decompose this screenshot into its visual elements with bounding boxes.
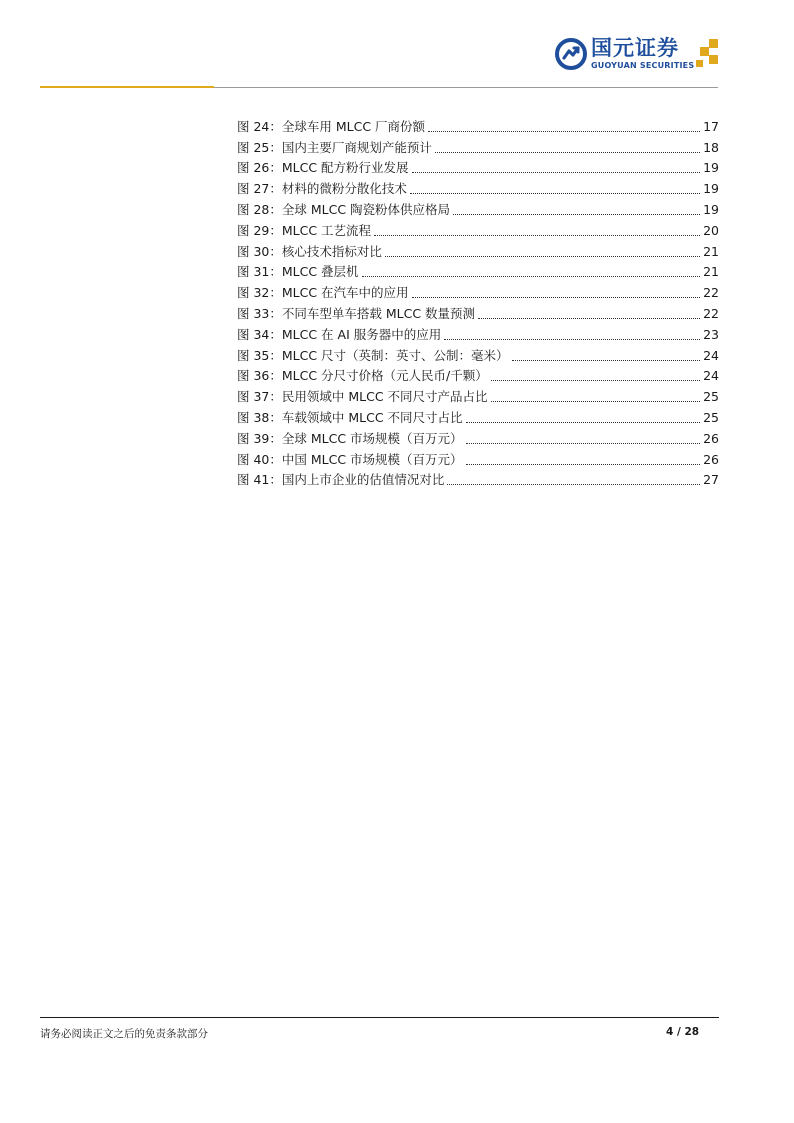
toc-leader-dots: [362, 275, 701, 277]
toc-entry[interactable]: [237, 197, 719, 218]
logo-chinese-name: 国元证券: [591, 36, 679, 60]
toc-entry-page: 21: [703, 243, 719, 259]
toc-entry[interactable]: [237, 343, 719, 364]
toc-entry-label: 图 41：国内上市企业的估值情况对比: [237, 472, 445, 488]
figure-list: [237, 114, 719, 488]
header-rule-accent: [40, 86, 214, 88]
toc-entry[interactable]: [237, 322, 719, 343]
toc-entry-page: 20: [703, 222, 719, 238]
toc-entry-label: 图 29：MLCC 工艺流程: [237, 222, 372, 238]
toc-leader-dots: [491, 379, 700, 381]
toc-entry[interactable]: [237, 468, 719, 489]
toc-leader-dots: [466, 463, 701, 465]
toc-entry[interactable]: [237, 405, 719, 426]
toc-entry-label: 图 39：全球 MLCC 市场规模（百万元）: [237, 430, 463, 446]
toc-leader-dots: [466, 421, 701, 423]
toc-entry[interactable]: [237, 176, 719, 197]
toc-entry[interactable]: [237, 364, 719, 385]
toc-leader-dots: [374, 234, 700, 236]
toc-leader-dots: [410, 192, 700, 194]
toc-leader-dots: [444, 338, 700, 340]
guoyuan-logo-circle-icon: [555, 38, 587, 70]
toc-leader-dots: [412, 171, 701, 173]
toc-entry-page: 18: [703, 139, 719, 155]
toc-leader-dots: [412, 296, 701, 298]
toc-entry-label: 图 31：MLCC 叠层机: [237, 264, 359, 280]
toc-entry[interactable]: [237, 280, 719, 301]
toc-entry-page: 23: [703, 326, 719, 342]
toc-entry-label: 图 28：全球 MLCC 陶瓷粉体供应格局: [237, 201, 451, 217]
toc-entry[interactable]: [237, 426, 719, 447]
header-rule: [214, 87, 718, 88]
toc-entry-label: 图 26：MLCC 配方粉行业发展: [237, 160, 409, 176]
toc-leader-dots: [491, 400, 701, 402]
toc-entry[interactable]: [237, 447, 719, 468]
toc-leader-dots: [428, 130, 700, 132]
toc-entry-page: 24: [703, 347, 719, 363]
toc-entry[interactable]: [237, 239, 719, 260]
toc-entry[interactable]: [237, 260, 719, 281]
toc-entry-page: 17: [703, 118, 719, 134]
footer-rule: [40, 1017, 719, 1018]
toc-entry-label: 图 35：MLCC 尺寸（英制：英寸、公制：毫米）: [237, 347, 509, 363]
page-number: 4 / 28: [666, 1026, 700, 1038]
toc-entry-label: 图 25：国内主要厂商规划产能预计: [237, 139, 432, 155]
toc-entry-page: 25: [703, 389, 719, 405]
toc-entry-page: 25: [703, 409, 719, 425]
logo-english-name: GUOYUAN SECURITIES: [591, 61, 695, 70]
toc-entry-label: 图 32：MLCC 在汽车中的应用: [237, 285, 409, 301]
toc-entry-label: 图 37：民用领域中 MLCC 不同尺寸产品占比: [237, 389, 488, 405]
toc-entry[interactable]: [237, 301, 719, 322]
toc-entry-page: 26: [703, 451, 719, 467]
toc-entry-label: 图 38：车载领域中 MLCC 不同尺寸占比: [237, 409, 463, 425]
toc-entry[interactable]: [237, 218, 719, 239]
toc-entry-label: 图 34：MLCC 在 AI 服务器中的应用: [237, 326, 442, 342]
toc-leader-dots: [478, 317, 700, 319]
toc-leader-dots: [453, 213, 700, 215]
toc-leader-dots: [447, 483, 700, 485]
toc-entry-page: 22: [703, 285, 719, 301]
toc-leader-dots: [385, 255, 700, 257]
toc-entry-label: 图 27：材料的微粉分散化技术: [237, 181, 407, 197]
toc-leader-dots: [512, 359, 701, 361]
toc-entry-label: 图 33：不同车型单车搭载 MLCC 数量预测: [237, 305, 476, 321]
toc-entry-page: 22: [703, 305, 719, 321]
gold-blocks-icon: [694, 39, 722, 69]
toc-entry[interactable]: [237, 114, 719, 135]
toc-entry-label: 图 24：全球车用 MLCC 厂商份额: [237, 118, 426, 134]
toc-entry-page: 26: [703, 430, 719, 446]
toc-leader-dots: [466, 442, 701, 444]
toc-entry-page: 24: [703, 368, 719, 384]
footer-disclaimer: 请务必阅读正文之后的免责条款部分: [40, 1028, 208, 1040]
toc-entry-page: 21: [703, 264, 719, 280]
toc-entry-page: 19: [703, 201, 719, 217]
toc-entry-page: 19: [703, 160, 719, 176]
toc-entry[interactable]: [237, 135, 719, 156]
toc-entry[interactable]: [237, 156, 719, 177]
company-logo: [555, 36, 725, 76]
toc-leader-dots: [435, 151, 700, 153]
toc-entry-page: 27: [703, 472, 719, 488]
toc-entry-page: 19: [703, 181, 719, 197]
toc-entry-label: 图 36：MLCC 分尺寸价格（元人民币/千颗）: [237, 368, 488, 384]
toc-entry[interactable]: [237, 384, 719, 405]
toc-entry-label: 图 30：核心技术指标对比: [237, 243, 382, 259]
toc-entry-label: 图 40：中国 MLCC 市场规模（百万元）: [237, 451, 463, 467]
